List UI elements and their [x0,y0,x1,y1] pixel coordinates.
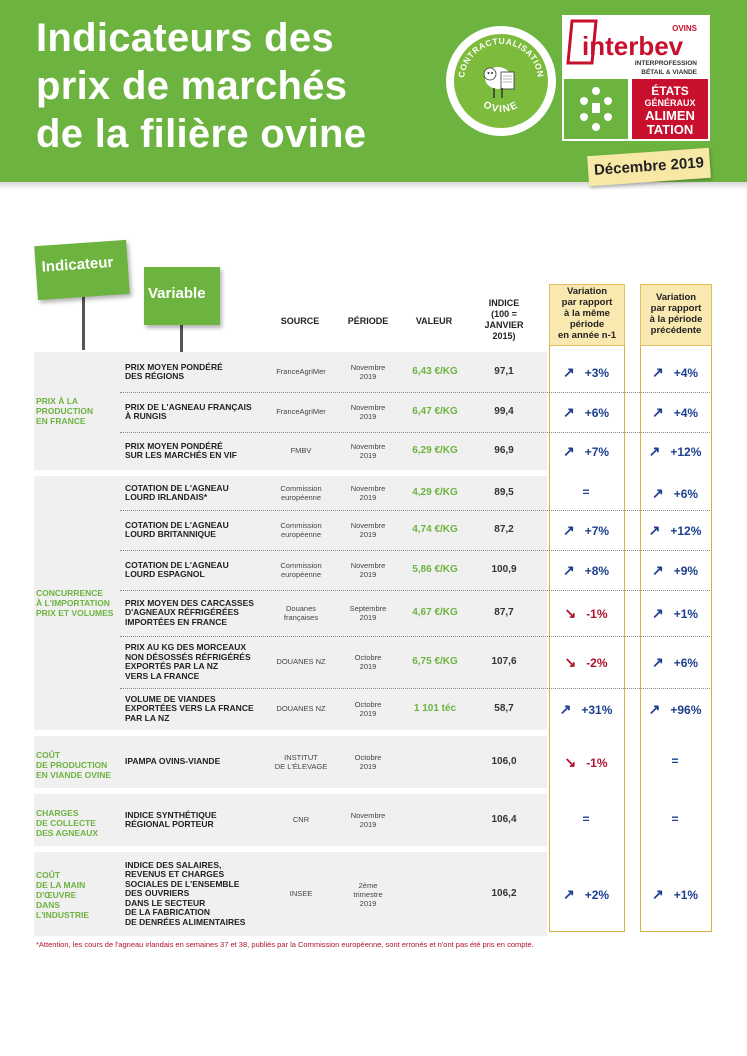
group-label [36,396,93,426]
arrow-up-right-icon: ↗ [562,404,575,420]
row-var1 [550,605,622,622]
header-source: SOURCE [280,316,320,326]
text-line: 2019 [359,530,377,539]
row-var2 [639,404,711,421]
text-line: D'AGNEAUX RÉFRIGÉRÉES [125,607,239,618]
variation-value: +1% [673,607,699,621]
row-var2 [639,812,711,826]
seal-bottom-text: OVINE [481,99,521,116]
row-periode [338,700,398,718]
text-line: Commission [280,560,322,570]
text-line: FMBV [290,446,312,456]
variation-value: +4% [673,366,699,380]
text-line: 2019 [359,613,377,622]
row-var1 [550,522,622,539]
text-line: PRIX AU KG DES MORCEAUX [125,642,247,652]
row-var1 [550,562,622,579]
text-line: DE LA FABRICATION [125,907,210,918]
text-line: PRIX MOYEN PONDÉRÉ [125,440,223,451]
header-var1-line: en année n-1 [557,330,617,341]
row-separator [120,432,710,433]
text-line: PRIX DE L'AGNEAU FRANÇAIS [125,401,252,412]
interbev-logo [562,15,710,141]
row-var1 [550,404,622,421]
text-line: PRIX MOYEN PONDÉRÉ [125,361,223,372]
row-source [266,521,336,540]
group-label [36,870,89,920]
seal-top-text: CONTRACTUALISATION [456,35,546,79]
row-source [266,446,336,456]
text-line: Octobre [354,753,382,762]
header-indice-line: INDICE [488,298,520,308]
row-indice: 107,6 [491,656,517,667]
logo-etats-line-1: ÉTATS [651,84,689,98]
text-line: COÛT [36,750,61,760]
group-label [36,588,113,618]
row-source [266,753,336,772]
text-line: CHARGES [36,808,79,818]
variation-value: +12% [670,445,702,459]
row-variable [125,861,265,928]
row-variable [125,643,265,681]
row-indice: 106,0 [491,756,517,767]
row-periode [338,653,398,671]
text-line: 2019 [359,762,377,771]
row-indice: 106,4 [491,814,517,825]
title-line-2: prix de marchés [36,64,348,108]
text-line: IMPORTÉES EN FRANCE [125,616,228,627]
text-line: À RUNGIS [125,411,167,421]
text-line: COTATION DE L'AGNEAU [125,559,229,570]
text-line: DE LA MAIN [36,880,86,890]
row-var2 [639,485,711,502]
variation-value: +6% [584,406,610,420]
arrow-up-right-icon: ↗ [559,701,572,717]
text-line: Douanes [285,603,317,613]
header-var2-line: à la période [649,314,703,325]
row-indice: 87,2 [494,524,514,535]
text-line: LOURD BRITANNIQUE [125,529,216,539]
variation-value: +6% [673,487,699,501]
text-line: PRIX MOYEN DES CARCASSES [125,597,254,608]
text-line: D'ŒUVRE [36,890,77,900]
text-line: Commission [280,520,322,530]
indicateur-sign-label: Indicateur [41,253,114,276]
header-var1-line: période [569,319,605,330]
text-line: LOURD ESPAGNOL [125,569,205,579]
arrow-up-right-icon: ↗ [648,701,661,717]
text-line: Octobre [354,700,382,709]
variation-value: = [582,812,590,826]
header-var2 [640,292,712,336]
header-var1-line: par rapport [561,297,613,308]
text-line: DOUANES NZ [276,657,326,667]
arrow-up-right-icon: ↗ [562,886,575,902]
variation-value: +4% [673,406,699,420]
row-periode [338,604,398,622]
text-line: COÛT [36,870,61,880]
arrow-up-right-icon: ↗ [651,364,664,380]
row-variable [125,561,265,580]
row-var2 [639,562,711,579]
row-var2 [639,605,711,622]
variation-value: +31% [581,703,613,717]
text-line: DANS [36,900,61,910]
header-var1-line: Variation [566,286,608,297]
row-separator [120,510,710,511]
logo-interbev-text: interbev [582,31,684,61]
text-line: 2019 [359,820,377,829]
indicateur-sign [34,240,130,300]
indicateur-sign-post [82,290,85,350]
text-line: Novembre [350,484,386,493]
text-line: 2019 [359,662,377,671]
row-valeur: 6,47 €/KG [412,406,458,417]
header-indice-line: 2015) [492,331,516,341]
row-valeur: 6,75 €/KG [412,656,458,667]
row-var2 [639,654,711,671]
arrow-up-right-icon: ↗ [562,364,575,380]
arrow-up-right-icon: ↗ [651,485,664,501]
arrow-up-right-icon: ↗ [651,886,664,902]
row-variable [125,403,265,422]
variation-value: +7% [584,445,610,459]
header-periode: PÉRIODE [347,316,389,326]
text-line: 2019 [359,372,377,381]
title-line-3: de la filière ovine [36,112,367,156]
header-var2-line: par rapport [650,303,702,314]
text-line: Commission [280,483,322,493]
row-indice: 89,5 [494,487,514,498]
text-line: INDICE DES SALAIRES, [125,859,222,870]
var2-column [640,346,712,932]
text-line: 2019 [359,451,377,460]
text-line: RÉGIONAL PORTEUR [125,819,214,829]
text-line: EXPORTÉES VERS LA FRANCE [125,703,254,714]
arrow-up-right-icon: ↗ [651,562,664,578]
row-separator [120,688,710,689]
text-line: Novembre [350,561,386,570]
date-tag: Décembre 2019 [587,148,711,186]
text-line: L'INDUSTRIE [36,910,90,920]
text-line: DE L'ÉLEVAGE [274,762,328,771]
row-variable [125,599,265,628]
page-title [36,14,366,158]
arrow-down-right-icon: ↘ [564,654,577,670]
header-indice-line: (100 = [491,309,517,319]
row-var2 [639,443,711,460]
text-line: VOLUME DE VIANDES [125,693,216,704]
row-periode [338,442,398,460]
arrow-up-right-icon: ↗ [562,443,575,459]
row-var1 [550,364,622,381]
text-line: DE PRODUCTION [36,760,108,770]
row-var2 [639,522,711,539]
row-var1 [550,754,622,771]
logo-etats-line-3: ALIMEN [645,108,695,123]
header-valeur: VALEUR [415,316,453,326]
logo-etats-line-2: GÉNÉRAUX [644,98,696,108]
text-line: PRODUCTION [36,406,94,416]
row-source [266,815,336,825]
variable-sign-label: Variable [148,285,206,302]
row-periode [338,403,398,421]
variation-value: -1% [586,607,608,621]
row-source [266,484,336,503]
group-label [36,808,98,838]
arrow-up-right-icon: ↗ [651,605,664,621]
row-separator [120,636,710,637]
row-indice: 99,4 [494,406,514,417]
title-line-1: Indicateurs des [36,16,334,60]
variation-value: = [671,754,679,768]
group-label [36,750,111,780]
header-var1-line: à la même [564,308,610,319]
text-line: INSTITUT [284,752,318,762]
variation-value: +6% [673,656,699,670]
text-line: Octobre [354,653,382,662]
sheep-icon [484,67,514,98]
variable-sign [144,267,220,325]
header-var2-line: précédente [650,325,702,336]
arrow-down-right-icon: ↘ [564,605,577,621]
row-periode [338,753,398,771]
row-periode [338,881,398,908]
variation-value: = [671,812,679,826]
text-line: 2019 [359,570,377,579]
arrow-up-right-icon: ↗ [648,443,661,459]
text-line: EN VIANDE OVINE [36,770,112,780]
variation-value: +96% [670,703,702,717]
row-indice: 87,7 [494,607,514,618]
text-line: françaises [283,613,319,622]
row-var1 [550,654,622,671]
text-line: PRIX ET VOLUMES [36,608,114,618]
variation-value: +12% [670,524,702,538]
variation-value: +8% [584,564,610,578]
text-line: 2019 [359,709,377,718]
logo-interpro-text: INTERPROFESSION [634,60,697,67]
variation-value: -2% [586,656,608,670]
row-var1 [550,701,622,718]
arrow-up-right-icon: ↗ [562,522,575,538]
row-var1 [550,886,622,903]
row-var2 [639,886,711,903]
text-line: INSEE [289,889,313,899]
text-line: DES AGNEAUX [36,828,99,838]
variation-value: -1% [586,756,608,770]
text-line: FranceAgriMer [276,407,326,417]
variation-value: +3% [584,366,610,380]
header-var2-line: Variation [655,292,697,303]
row-valeur: 4,29 €/KG [412,487,458,498]
var1-column [549,346,625,932]
row-indice: 96,9 [494,445,514,456]
row-periode [338,363,398,381]
text-line: VERS LA FRANCE [125,670,200,681]
row-valeur: 1 101 téc [413,703,457,714]
row-var2 [639,754,711,768]
text-line: DOUANES NZ [276,704,326,714]
header-shadow [0,182,747,190]
row-source [266,561,336,580]
text-line: européenne [280,570,322,579]
variation-value: +9% [673,564,699,578]
text-line: PAR LA NZ [125,712,170,723]
row-source [266,604,336,623]
row-valeur: 4,67 €/KG [412,607,458,618]
text-line: Novembre [350,811,386,820]
variation-value: +1% [673,888,699,902]
text-line: SOCIALES DE L'ENSEMBLE [125,878,240,889]
row-indice: 106,2 [491,888,517,899]
row-variable [125,484,265,503]
svg-text:OVINE [481,100,520,116]
text-line: INDICE SYNTHÉTIQUE [125,809,217,820]
text-line: DE COLLECTE [36,818,96,828]
row-source [266,657,336,667]
logo-betail-text: BÉTAIL & VIANDE [641,69,697,76]
row-source [266,704,336,714]
text-line: 2019 [359,898,377,908]
row-var2 [639,701,711,718]
row-var2 [639,364,711,381]
row-separator [120,550,710,551]
arrow-up-right-icon: ↗ [648,522,661,538]
text-line: REVENUS ET CHARGES [125,869,225,880]
row-valeur: 6,29 €/KG [412,445,458,456]
row-source [266,889,336,899]
footnote: *Attention, les cours de l'agneau irlandais en semaines 37 et 38, publiés par la Commission européenne, sont erronés et n'ont pas été pris en compte. [36,940,534,949]
text-line: 2ème [358,880,378,890]
row-indice: 58,7 [494,703,514,714]
text-line: PRIX À LA [36,396,79,406]
row-variable [125,811,265,830]
row-var1 [550,812,622,826]
variation-value: +7% [584,524,610,538]
text-line: 2019 [359,493,377,502]
logo-etats-line-4: TATION [646,122,694,137]
contractualisation-seal [446,26,556,136]
text-line: européenne [280,530,322,539]
text-line: COTATION DE L'AGNEAU [125,482,229,493]
text-line: européenne [280,493,322,502]
row-source [266,367,336,377]
text-line: 2019 [359,412,377,421]
text-line: EN FRANCE [36,416,86,426]
row-separator [120,590,710,591]
text-line: trimestre [353,889,383,899]
partner-logos [562,15,710,141]
arrow-up-right-icon: ↗ [562,562,575,578]
text-line: À L'IMPORTATION [36,598,110,608]
row-periode [338,521,398,539]
text-line: Novembre [350,403,386,412]
row-periode [338,484,398,502]
header-indice [474,298,534,342]
row-valeur: 6,43 €/KG [412,366,458,377]
row-valeur: 4,74 €/KG [412,524,458,535]
logo-ovins-text: OVINS [672,24,697,33]
row-variable [125,757,265,767]
text-line: Novembre [350,363,386,372]
variation-value: +2% [584,888,610,902]
text-line: Novembre [350,442,386,451]
header-indice-line: JANVIER [484,320,524,330]
text-line: COTATION DE L'AGNEAU [125,519,229,530]
row-variable [125,442,265,461]
arrow-up-right-icon: ↗ [651,404,664,420]
text-line: CNR [292,815,310,825]
row-separator [120,392,710,393]
text-line: Septembre [349,604,387,613]
text-line: IPAMPA OVINS-VIANDE [125,756,221,767]
row-variable [125,521,265,540]
arrow-up-right-icon: ↗ [651,654,664,670]
text-line: LOURD IRLANDAIS* [125,492,208,502]
row-variable [125,363,265,382]
row-indice: 100,9 [491,564,517,575]
text-line: EXPORTÉS PAR LA NZ [125,661,219,671]
variation-value: = [582,485,590,499]
text-line: NON DÉSOSSÉS RÉFRIGÉRÉS [125,651,251,662]
text-line: DES RÉGIONS [125,371,185,381]
row-valeur: 5,86 €/KG [412,564,458,575]
arrow-down-right-icon: ↘ [564,754,577,770]
text-line: DANS LE SECTEUR [125,897,206,908]
text-line: FranceAgriMer [276,367,326,377]
row-periode [338,561,398,579]
seal-graphic [446,26,556,136]
text-line: SUR LES MARCHÉS EN VIF [125,450,237,460]
header-var1 [549,286,625,341]
row-indice: 97,1 [494,366,514,377]
row-periode [338,811,398,829]
text-line: DE DENRÉES ALIMENTAIRES [125,916,246,927]
row-source [266,407,336,417]
text-line: DES OUVRIERS [125,888,190,899]
text-line: CONCURRENCE [36,588,104,598]
row-var1 [550,485,622,499]
text-line: Novembre [350,521,386,530]
row-var1 [550,443,622,460]
row-variable [125,695,265,724]
